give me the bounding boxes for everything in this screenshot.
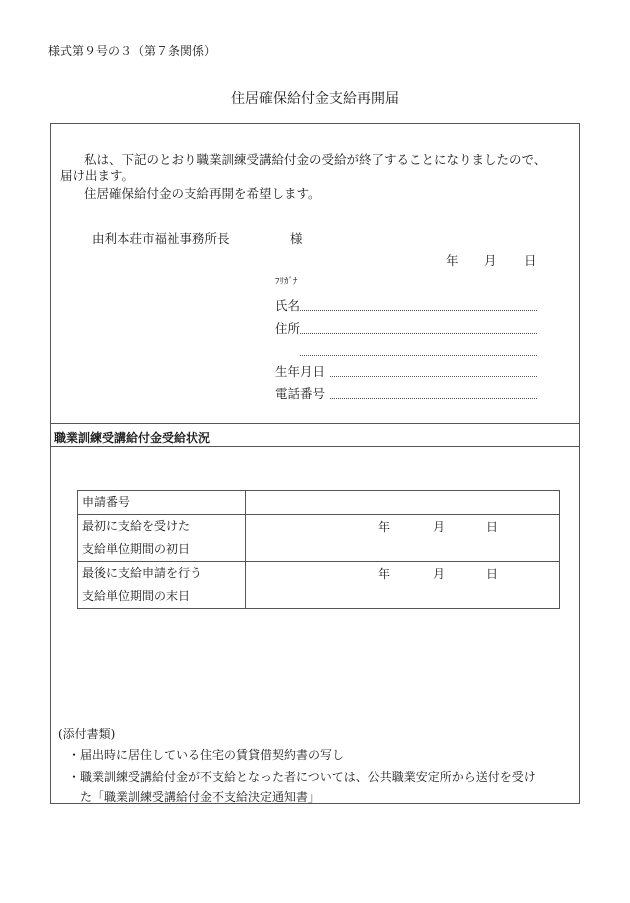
application-number-field[interactable] (246, 491, 560, 515)
birthdate-field[interactable] (330, 376, 537, 377)
status-table (77, 490, 560, 609)
notice-line-3: 住居確保給付金の支給再開を希望します。 (84, 186, 321, 201)
status-section-heading: 職業訓練受講給付金受給状況 (54, 431, 211, 445)
name-label: 氏名 (275, 298, 301, 313)
first-period-year: 年 (378, 520, 391, 534)
table-row (78, 562, 560, 609)
attachment-item-2-line-1: ・職業訓練受講給付金が不支給となった者については、公共職業安定所から送付を受け (68, 770, 536, 784)
date-day: 日 (524, 253, 537, 268)
name-field[interactable] (300, 310, 537, 311)
first-period-label: 最初に支給を受けた 支給単位期間の初日 (78, 515, 246, 562)
last-period-date-field[interactable] (246, 562, 560, 609)
address-field[interactable] (300, 333, 537, 334)
addressee-honorific: 様 (290, 231, 303, 246)
furigana-label: ﾌﾘｶﾞﾅ (275, 277, 298, 287)
phone-field[interactable] (330, 398, 537, 399)
last-period-month: 月 (433, 567, 446, 581)
birthdate-label: 生年月日 (275, 364, 326, 379)
notice-line-2: 届け出ます。 (60, 168, 135, 183)
form-title: 住居確保給付金支給再開届 (231, 91, 399, 107)
section-divider-bottom (50, 446, 580, 447)
table-row (78, 515, 560, 562)
attachment-item-2-line-2: た「職業訓練受講給付金不支給決定通知書」 (80, 790, 321, 804)
date-month: 月 (484, 253, 497, 268)
phone-label: 電話番号 (275, 386, 326, 401)
last-period-day: 日 (486, 567, 499, 581)
notice-line-1: 私は、下記のとおり職業訓練受講給付金の受給が終了することになりましたので、 (84, 152, 547, 167)
last-period-label: 最後に支給申請を行う 支給単位期間の末日 (78, 562, 246, 609)
first-period-date-field[interactable] (246, 515, 560, 562)
first-period-day: 日 (486, 520, 499, 534)
form-number: 様式第９号の３（第７条関係） (48, 44, 217, 58)
form-frame (50, 123, 580, 804)
application-number-label: 申請番号 (78, 491, 246, 515)
address-label: 住所 (275, 321, 301, 336)
table-row (78, 491, 560, 515)
attachment-item-1: ・届出時に居住している住宅の賃貸借契約書の写し (68, 748, 345, 762)
last-period-year: 年 (378, 567, 391, 581)
section-divider-top (50, 423, 580, 424)
address-field-2[interactable] (300, 355, 537, 356)
date-year: 年 (446, 253, 459, 268)
first-period-month: 月 (433, 520, 446, 534)
addressee-office: 由利本荘市福祉事務所長 (92, 231, 230, 246)
attachments-heading: (添付書類) (58, 727, 116, 741)
